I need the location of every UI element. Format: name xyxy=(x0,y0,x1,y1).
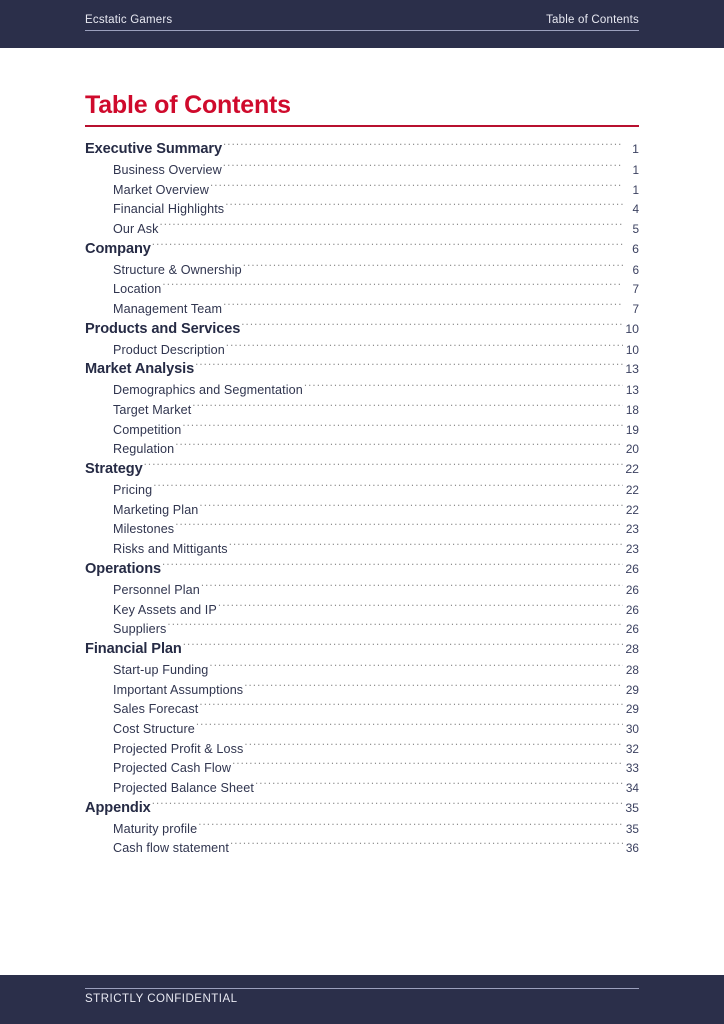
toc-dot-leader xyxy=(162,277,623,293)
toc-entry-label: Important Assumptions xyxy=(113,682,244,697)
toc-entry-label: Personnel Plan xyxy=(113,582,200,597)
header-section-name: Table of Contents xyxy=(546,14,639,26)
toc-entry-label: Strategy xyxy=(85,461,143,478)
toc-entry[interactable] xyxy=(85,557,639,578)
toc-entry-label: Market Overview xyxy=(113,182,209,197)
toc-entry-page-number: 22 xyxy=(625,483,639,498)
toc-entry[interactable] xyxy=(85,338,639,358)
toc-entry-label: Demographics and Segmentation xyxy=(113,383,303,398)
toc-entry-page-number: 6 xyxy=(632,262,639,277)
toc-entry-page-number: 23 xyxy=(625,522,639,537)
toc-entry-label: Risks and Mittigants xyxy=(113,542,228,557)
toc-dot-leader xyxy=(182,418,623,434)
toc-entry[interactable] xyxy=(85,457,639,478)
toc-dot-leader xyxy=(210,178,623,194)
toc-entry-page-number: 18 xyxy=(625,403,639,418)
toc-dot-leader xyxy=(175,517,623,533)
toc-entry-page-number: 26 xyxy=(625,602,639,617)
toc-dot-leader xyxy=(192,398,623,414)
toc-entry[interactable] xyxy=(85,437,639,457)
toc-entry-page-number: 1 xyxy=(632,162,639,177)
toc-entry-page-number: 13 xyxy=(625,362,639,377)
toc-dot-leader xyxy=(183,637,623,653)
toc-entry-label: Product Description xyxy=(113,342,225,357)
toc-entry-label: Company xyxy=(85,240,151,257)
toc-entry-label: Sales Forecast xyxy=(113,702,199,717)
toc-entry-label: Key Assets and IP xyxy=(113,602,217,617)
toc-dot-leader xyxy=(201,578,623,594)
toc-entry-page-number: 13 xyxy=(625,383,639,398)
toc-dot-leader xyxy=(229,537,623,553)
toc-entry-page-number: 5 xyxy=(632,221,639,236)
toc-dot-leader xyxy=(241,317,623,333)
toc-entry[interactable] xyxy=(85,158,639,178)
toc-entry-page-number: 1 xyxy=(632,141,639,156)
toc-entry-page-number: 1 xyxy=(632,182,639,197)
toc-dot-leader xyxy=(232,756,623,772)
toc-entry[interactable] xyxy=(85,297,639,317)
toc-entry-label: Business Overview xyxy=(113,162,222,177)
toc-entry-label: Regulation xyxy=(113,442,175,457)
toc-entry-label: Cost Structure xyxy=(113,721,195,736)
toc-dot-leader xyxy=(153,478,623,494)
toc-entry-label: Milestones xyxy=(113,522,175,537)
toc-entry-page-number: 28 xyxy=(625,662,639,677)
toc-dot-leader xyxy=(160,217,624,233)
toc-dot-leader xyxy=(243,258,623,274)
toc-entry[interactable] xyxy=(85,796,639,817)
toc-dot-leader xyxy=(218,598,623,614)
toc-entry[interactable] xyxy=(85,578,639,598)
toc-entry[interactable] xyxy=(85,217,639,237)
toc-entry[interactable] xyxy=(85,598,639,618)
toc-entry-page-number: 19 xyxy=(625,422,639,437)
toc-entry-page-number: 35 xyxy=(625,800,639,815)
toc-dot-leader xyxy=(226,338,623,354)
toc-dot-leader xyxy=(244,678,623,694)
toc-dot-leader xyxy=(167,617,623,633)
toc-entry[interactable] xyxy=(85,697,639,717)
confidentiality-notice: STRICTLY CONFIDENTIAL xyxy=(85,993,238,1005)
toc-dot-leader xyxy=(223,137,623,153)
toc-entry-page-number: 34 xyxy=(625,781,639,796)
toc-entry-label: Executive Summary xyxy=(85,140,223,157)
toc-entry-page-number: 4 xyxy=(632,202,639,217)
toc-entry-page-number: 30 xyxy=(625,721,639,736)
page-header xyxy=(0,0,724,48)
toc-dot-leader xyxy=(209,658,623,674)
toc-entry-page-number: 10 xyxy=(625,342,639,357)
toc-entry-page-number: 23 xyxy=(625,542,639,557)
toc-entry-page-number: 26 xyxy=(625,561,639,576)
toc-entry-page-number: 22 xyxy=(625,502,639,517)
toc-entry[interactable] xyxy=(85,317,639,338)
toc-dot-leader xyxy=(152,796,623,812)
toc-entry-label: Location xyxy=(113,282,162,297)
toc-content xyxy=(85,92,639,856)
toc-dot-leader xyxy=(175,437,623,453)
toc-dot-leader xyxy=(304,378,623,394)
toc-entry-label: Management Team xyxy=(113,301,223,316)
header-rule-container xyxy=(85,14,639,31)
toc-dot-leader xyxy=(162,557,623,573)
toc-entry-page-number: 10 xyxy=(625,321,639,336)
toc-entry[interactable] xyxy=(85,498,639,518)
toc-entry-page-number: 26 xyxy=(625,582,639,597)
toc-entry-page-number: 35 xyxy=(625,821,639,836)
toc-entry-label: Target Market xyxy=(113,403,192,418)
toc-entry-label: Our Ask xyxy=(113,221,159,236)
toc-entry[interactable] xyxy=(85,478,639,498)
toc-entry-page-number: 28 xyxy=(625,641,639,656)
toc-entry[interactable] xyxy=(85,617,639,637)
toc-entry[interactable] xyxy=(85,817,639,837)
toc-entry[interactable] xyxy=(85,258,639,278)
toc-entry[interactable] xyxy=(85,398,639,418)
toc-entry[interactable] xyxy=(85,137,639,158)
toc-entry-label: Maturity profile xyxy=(113,821,198,836)
toc-dot-leader xyxy=(199,697,623,713)
toc-entry[interactable] xyxy=(85,237,639,258)
toc-entry-page-number: 20 xyxy=(625,442,639,457)
title-underline-rule xyxy=(85,125,639,127)
toc-entry[interactable] xyxy=(85,277,639,297)
toc-dot-leader xyxy=(223,297,623,313)
toc-entry-page-number: 36 xyxy=(625,841,639,856)
toc-entry-label: Suppliers xyxy=(113,622,167,637)
toc-entry-label: Products and Services xyxy=(85,320,241,337)
toc-entry-label: Operations xyxy=(85,560,162,577)
toc-entry-label: Projected Cash Flow xyxy=(113,761,232,776)
toc-entry-label: Competition xyxy=(113,422,182,437)
toc-entry-label: Structure & Ownership xyxy=(113,262,242,277)
toc-dot-leader xyxy=(195,357,623,373)
toc-dot-leader xyxy=(255,776,623,792)
toc-entry[interactable] xyxy=(85,378,639,398)
toc-entry-page-number: 32 xyxy=(625,741,639,756)
toc-entry-page-number: 6 xyxy=(632,241,639,256)
toc-entry-page-number: 29 xyxy=(625,682,639,697)
toc-entry[interactable] xyxy=(85,756,639,776)
toc-dot-leader xyxy=(230,836,623,852)
toc-entry-page-number: 7 xyxy=(632,301,639,316)
toc-entry[interactable] xyxy=(85,836,639,856)
toc-entry[interactable] xyxy=(85,178,639,198)
footer-rule-container xyxy=(85,988,639,1006)
toc-entry-label: Financial Highlights xyxy=(113,202,225,217)
header-company-name: Ecstatic Gamers xyxy=(85,14,173,26)
toc-dot-leader xyxy=(198,817,623,833)
toc-entry-label: Financial Plan xyxy=(85,640,182,657)
toc-entry-page-number: 22 xyxy=(625,462,639,477)
toc-entry-label: Marketing Plan xyxy=(113,502,199,517)
toc-entry[interactable] xyxy=(85,357,639,378)
toc-entry[interactable] xyxy=(85,678,639,698)
toc-dot-leader xyxy=(223,158,623,174)
toc-list xyxy=(85,137,639,856)
toc-entry[interactable] xyxy=(85,717,639,737)
toc-dot-leader xyxy=(144,457,623,473)
toc-entry-label: Pricing xyxy=(113,483,153,498)
toc-entry-label: Projected Balance Sheet xyxy=(113,781,254,796)
toc-entry-label: Projected Profit & Loss xyxy=(113,741,244,756)
toc-entry-label: Market Analysis xyxy=(85,361,195,378)
toc-entry-label: Appendix xyxy=(85,799,151,816)
toc-dot-leader xyxy=(199,498,623,514)
toc-dot-leader xyxy=(196,717,623,733)
toc-entry-label: Cash flow statement xyxy=(113,841,229,856)
toc-entry[interactable] xyxy=(85,737,639,757)
toc-entry[interactable] xyxy=(85,637,639,658)
toc-dot-leader xyxy=(225,197,623,213)
toc-entry[interactable] xyxy=(85,517,639,537)
toc-entry[interactable] xyxy=(85,418,639,438)
toc-dot-leader xyxy=(152,237,623,253)
toc-entry-page-number: 26 xyxy=(625,622,639,637)
toc-entry[interactable] xyxy=(85,537,639,557)
toc-entry-page-number: 7 xyxy=(632,282,639,297)
page-title: Table of Contents xyxy=(85,91,291,119)
toc-entry-page-number: 33 xyxy=(625,761,639,776)
toc-dot-leader xyxy=(244,737,623,753)
toc-entry-page-number: 29 xyxy=(625,702,639,717)
page-footer xyxy=(0,975,724,1024)
toc-entry-label: Start-up Funding xyxy=(113,662,209,677)
toc-entry[interactable] xyxy=(85,658,639,678)
toc-entry[interactable] xyxy=(85,776,639,796)
page-body xyxy=(0,48,724,975)
toc-entry[interactable] xyxy=(85,197,639,217)
